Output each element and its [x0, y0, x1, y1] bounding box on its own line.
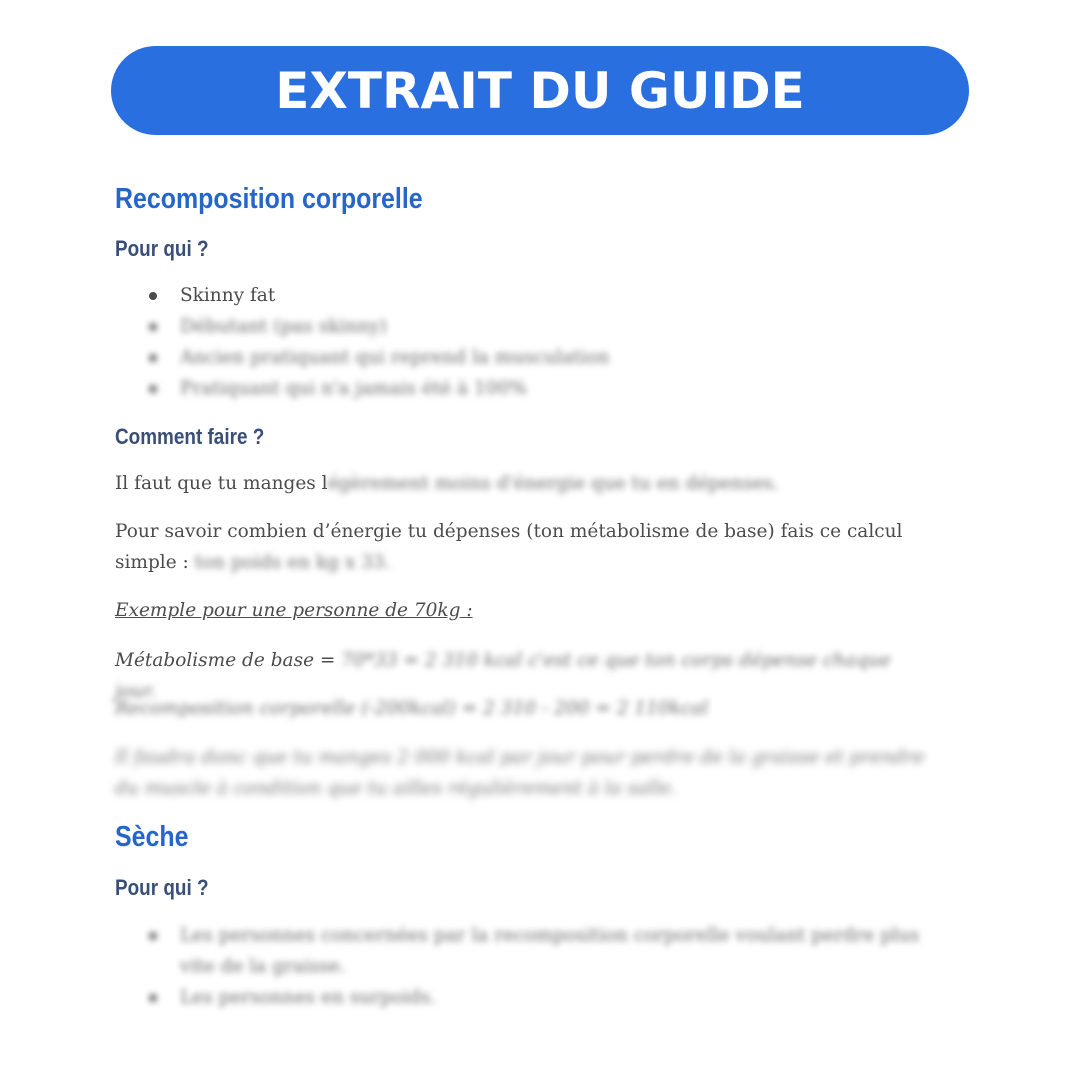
paragraph-conclusion: Il faudra donc que tu manges 2 000 kcal par jour pour perdre de la graisse et prendre du muscle à condition que tu ailles régulièrement à la salle. — [115, 747, 925, 799]
list-item — [115, 982, 945, 1013]
paragraph-blurred-text: ton poids en kg x 33. — [194, 552, 391, 573]
list-item — [115, 920, 945, 982]
list-item — [115, 373, 945, 404]
banner-title: EXTRAIT DU GUIDE — [275, 61, 805, 120]
paragraph-text: Pour savoir combien d’énergie tu dépenses (ton métabolisme de base) fais ce calcul simple : — [115, 521, 903, 573]
bullet-icon — [149, 354, 157, 362]
paragraph-calcul — [115, 516, 915, 578]
heading-pour-qui-seche: Pour qui ? — [115, 875, 209, 900]
list-item — [115, 311, 945, 342]
list-item-text: Les personnes en surpoids. — [180, 987, 437, 1008]
list-item-text: Débutant (pas skinny) — [180, 316, 387, 337]
paragraph-text: Il faut que tu manges l — [115, 473, 328, 494]
list-item-text: Les personnes concernées par la recomposition corporelle voulant perdre plus vite de la graisse. — [180, 925, 920, 977]
heading-pour-qui: Pour qui ? — [115, 236, 209, 261]
list-item — [115, 342, 945, 373]
paragraph-blurred-text: 70*33 = 2 310 kcal c'est ce que ton corps dépense chaque jour. — [115, 650, 891, 702]
seche-pour-qui-list — [115, 920, 945, 1013]
section-title-seche: Sèche — [115, 821, 189, 853]
paragraph-blurred-text: égèrement moins d'énergie que tu en dépenses. — [327, 473, 779, 494]
list-item-text: Skinny fat — [180, 285, 276, 306]
section-title-recomposition: Recomposition corporelle — [115, 183, 423, 215]
bullet-icon — [149, 932, 157, 940]
bullet-icon — [149, 994, 157, 1002]
list-item-text: Pratiquant qui n'a jamais été à 100% — [180, 378, 527, 399]
paragraph-energy — [115, 468, 935, 499]
heading-comment-faire: Comment faire ? — [115, 424, 265, 449]
paragraph-text: Métabolisme de base = — [115, 650, 342, 671]
bullet-icon — [149, 292, 157, 300]
bullet-icon — [149, 385, 157, 393]
paragraph-recomposition-calc: Recomposition corporelle (-200kcal) = 2 310 - 200 = 2 110kcal — [115, 698, 709, 719]
guide-banner — [111, 46, 969, 135]
pour-qui-list — [115, 280, 945, 404]
list-item-text: Ancien pratiquant qui reprend la musculation — [180, 347, 610, 368]
bullet-icon — [149, 323, 157, 331]
example-heading: Exemple pour une personne de 70kg : — [115, 600, 473, 621]
list-item — [115, 280, 945, 311]
